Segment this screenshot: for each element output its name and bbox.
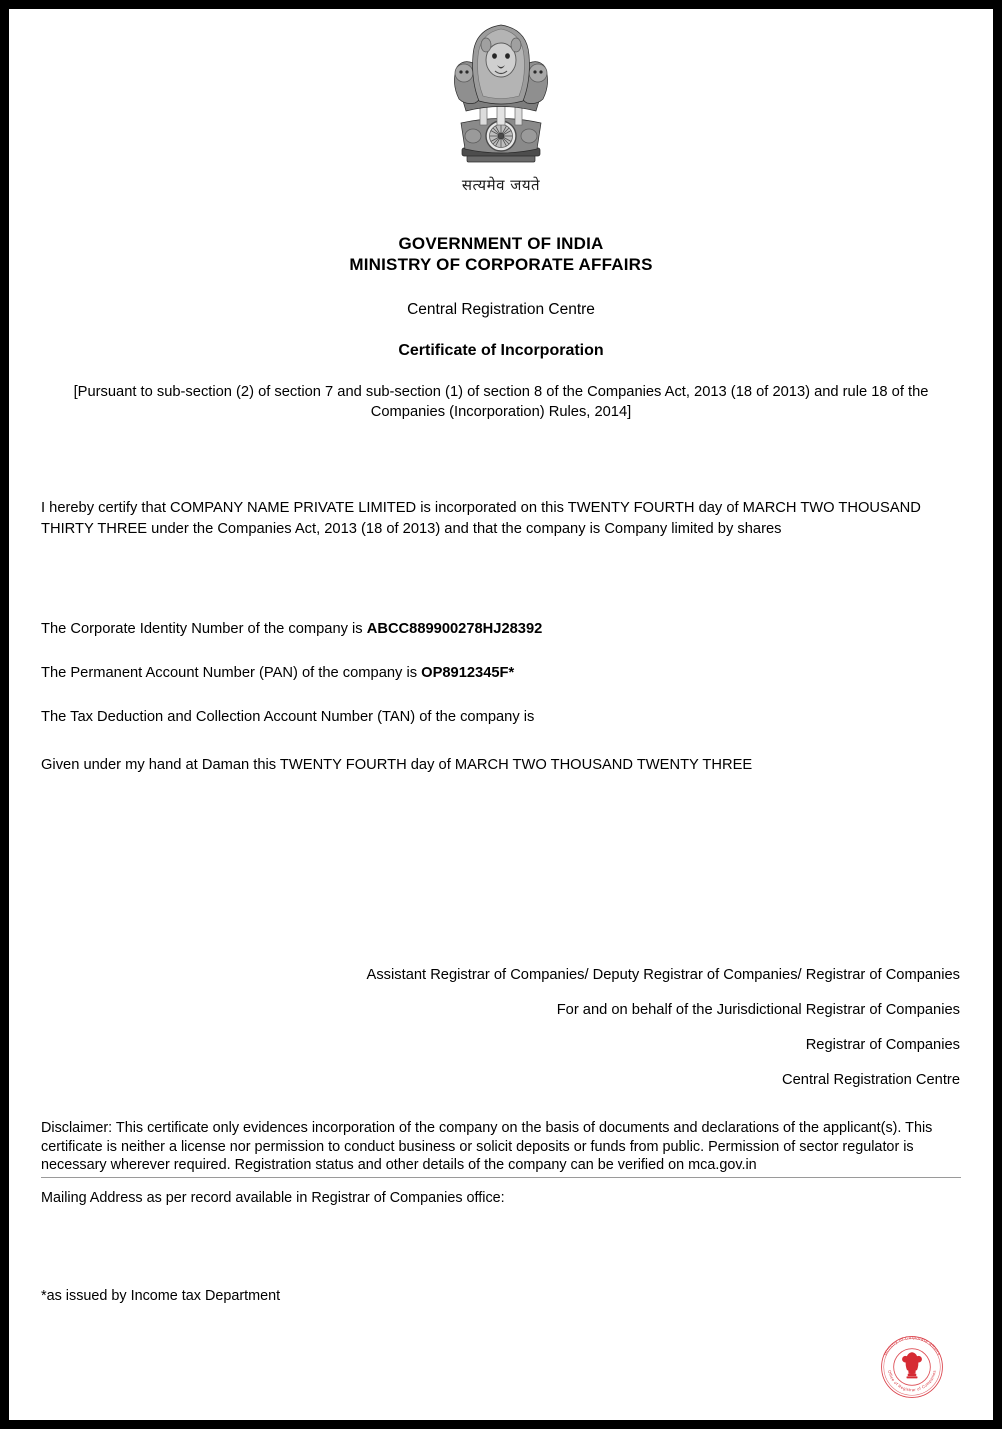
signatory-office-line: Central Registration Centre	[782, 1072, 960, 1088]
certify-paragraph: I hereby certify that COMPANY NAME PRIVATE LIMITED is incorporated on this TWENTY FOURTH day of MARCH TWO THOUSAND THIRTY THREE under the Companies Act, 2013 (18 of 2013) and that the company is Company limited by shares	[41, 500, 921, 537]
pursuant-clause: [Pursuant to sub-section (2) of section 7 and sub-section (1) of section 8 of the Companies Act, 2013 (18 of 2013) and rule 18 of the Companies (Incorporation) Rules, 2014]	[73, 384, 929, 420]
signatory-behalf-line: For and on behalf of the Jurisdictional Registrar of Companies	[556, 1002, 960, 1018]
disclaimer-text: Disclaimer: This certificate only evidences incorporation of the company on the basis of documents and declarations of the applicant(s). This certificate is neither a license nor permission to conduct business or solicit deposits or funds from public. Permission of sector regulator is necessary wherever required. Registration status and other details of the company can be verified on mca.gov.in	[41, 1120, 933, 1173]
svg-text:Ministry of Corporate Affairs: Ministry of Corporate Affairs	[882, 1334, 942, 1357]
signatory-designation-line: Assistant Registrar of Companies/ Deputy Registrar of Companies/ Registrar of Companies	[366, 967, 960, 983]
emblem-block	[30, 9, 972, 195]
given-under-hand-line: Given under my hand at Daman this TWENTY FOURTH day of MARCH TWO THOUSAND TWENTY THREE	[41, 757, 753, 773]
tan-label: The Tax Deduction and Collection Account Number (TAN) of the company is	[41, 709, 535, 725]
ministry-of-corporate-affairs-seal-icon	[873, 1328, 951, 1406]
income-tax-note: *as issued by Income tax Department	[41, 1287, 281, 1304]
ministry-line: MINISTRY OF CORPORATE AFFAIRS	[349, 255, 653, 274]
signature-block	[41, 965, 961, 1090]
certificate-body	[30, 498, 972, 1306]
svg-text:Office of Registrar of Compani: Office of Registrar of Companies	[887, 1369, 937, 1393]
cin-line	[41, 619, 961, 639]
india-national-emblem-icon	[437, 15, 565, 177]
certificate-content	[9, 9, 993, 1420]
pan-line	[41, 663, 961, 683]
mailing-address-label: Mailing Address as per record available in Registrar of Companies office:	[41, 1189, 505, 1206]
government-of-india-line: GOVERNMENT OF INDIA	[398, 234, 604, 253]
tan-line	[41, 707, 961, 727]
footer-divider	[41, 1177, 961, 1178]
signatory-registrar-line: Registrar of Companies	[805, 1037, 960, 1053]
pan-value: OP8912345F*	[421, 665, 515, 681]
cin-value: ABCC889900278HJ28392	[366, 621, 543, 637]
central-registration-centre-line: Central Registration Centre	[407, 301, 595, 318]
page-title: Certificate of Incorporation	[398, 342, 604, 359]
cin-label: The Corporate Identity Number of the company is	[41, 621, 367, 637]
emblem-motto: सत्यमेव जयते	[461, 176, 541, 194]
government-heading	[30, 233, 972, 275]
pan-label: The Permanent Account Number (PAN) of the company is	[41, 665, 422, 681]
